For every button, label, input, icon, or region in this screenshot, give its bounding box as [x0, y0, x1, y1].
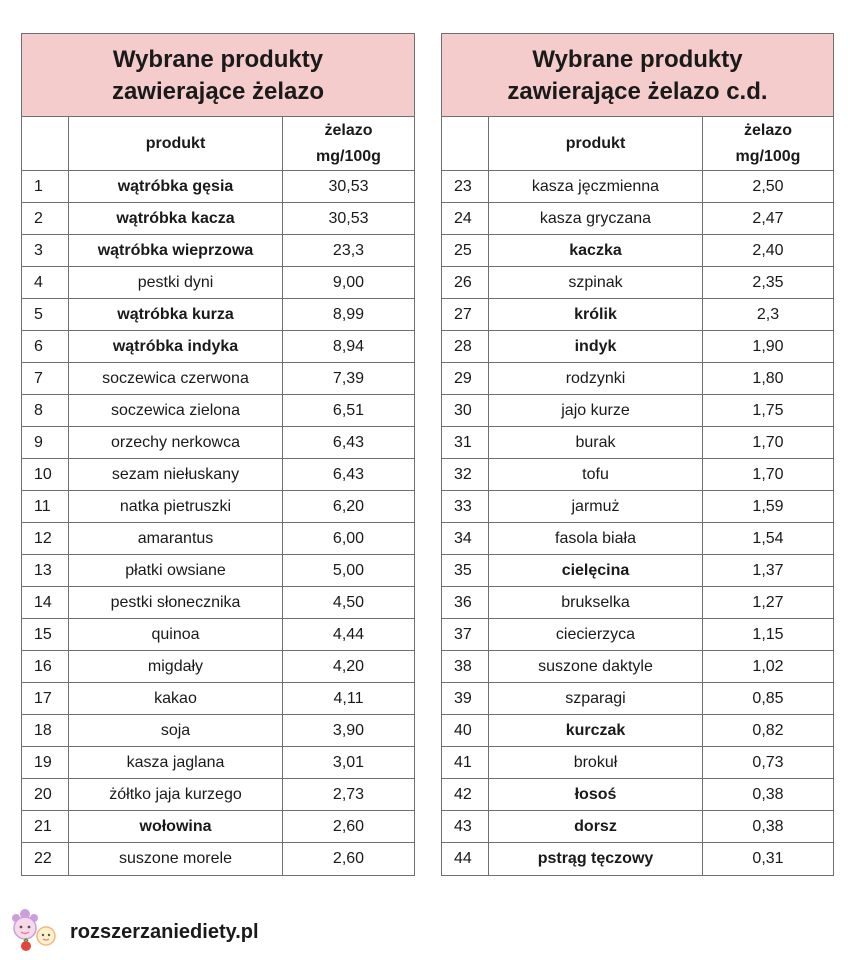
table-row: [22, 683, 414, 715]
table-row: [22, 523, 414, 555]
iron-value: 4,11: [333, 689, 364, 707]
product-name: sezam niełuskany: [69, 459, 283, 490]
product-name: królik: [489, 299, 703, 330]
product-name: wątróbka kacza: [69, 203, 283, 234]
product-name: kasza jaglana: [69, 747, 283, 778]
iron-value: 1,15: [752, 625, 784, 643]
product-name: indyk: [489, 331, 703, 362]
product-name: jarmuż: [489, 491, 703, 522]
row-number: 27: [442, 299, 489, 330]
iron-value: 6,43: [332, 465, 365, 483]
number-column-header: [442, 117, 489, 170]
iron-value: 23,3: [332, 241, 365, 259]
iron-value: 2,47: [752, 209, 784, 227]
iron-value: 1,59: [752, 497, 784, 515]
product-name: kakao: [69, 683, 283, 714]
table-row: [22, 491, 414, 523]
iron-value: 30,53: [328, 177, 369, 195]
product-name: pstrąg tęczowy: [489, 843, 703, 875]
table-row: [442, 715, 833, 747]
product-name: quinoa: [69, 619, 283, 650]
product-name: brokuł: [489, 747, 703, 778]
iron-value: 6,51: [332, 401, 365, 419]
iron-value: 4,50: [332, 593, 365, 611]
iron-value: 2,73: [332, 785, 365, 803]
product-name: natka pietruszki: [69, 491, 283, 522]
table-row: [442, 779, 833, 811]
iron-value: 2,50: [752, 177, 784, 195]
row-number: 28: [442, 331, 489, 362]
row-number: 36: [442, 587, 489, 618]
kids-faces-logo-icon: [8, 906, 64, 952]
product-column-header: produkt: [489, 117, 703, 170]
row-number: 21: [22, 811, 69, 842]
table-row: [442, 203, 833, 235]
table-row: [442, 651, 833, 683]
iron-value: 3,90: [332, 721, 365, 739]
row-number: 7: [22, 363, 69, 394]
table-row: [442, 427, 833, 459]
iron-value: 1,80: [752, 369, 784, 387]
row-number: 40: [442, 715, 489, 746]
number-column-header: [22, 117, 69, 170]
product-name: wątróbka kurza: [69, 299, 283, 330]
iron-value: 7,39: [332, 369, 365, 387]
product-name: tofu: [489, 459, 703, 490]
row-number: 35: [442, 555, 489, 586]
product-name: rodzynki: [489, 363, 703, 394]
table-row: [22, 171, 414, 203]
product-name: fasola biała: [489, 523, 703, 554]
product-name: wątróbka indyka: [69, 331, 283, 362]
product-name: pestki dyni: [69, 267, 283, 298]
row-number: 1: [22, 171, 69, 202]
row-number: 37: [442, 619, 489, 650]
right-table-title: Wybrane produkty zawierające żelazo c.d.: [442, 34, 833, 117]
row-number: 11: [22, 491, 69, 522]
iron-value: 1,02: [752, 657, 784, 675]
product-name: żółtko jaja kurzego: [69, 779, 283, 810]
row-number: 22: [22, 843, 69, 875]
product-name: ciecierzyca: [489, 619, 703, 650]
table-row: [442, 171, 833, 203]
left-table-title: Wybrane produkty zawierające żelazo: [22, 34, 414, 117]
row-number: 23: [442, 171, 489, 202]
iron-value: 8,99: [332, 305, 365, 323]
product-name: suszone daktyle: [489, 651, 703, 682]
iron-value: 0,38: [752, 785, 784, 803]
table-row: [22, 299, 414, 331]
table-row: [22, 619, 414, 651]
row-number: 38: [442, 651, 489, 682]
row-number: 33: [442, 491, 489, 522]
iron-value: 1,70: [752, 465, 784, 483]
product-name: soczewica czerwona: [69, 363, 283, 394]
iron-value: 5,00: [332, 561, 365, 579]
table-row: [22, 811, 414, 843]
iron-value: 4,20: [332, 657, 365, 675]
table-row: [22, 779, 414, 811]
row-number: 32: [442, 459, 489, 490]
table-row: [442, 491, 833, 523]
row-number: 16: [22, 651, 69, 682]
row-number: 20: [22, 779, 69, 810]
product-name: orzechy nerkowca: [69, 427, 283, 458]
iron-value: 2,35: [752, 273, 784, 291]
product-name: wołowina: [69, 811, 283, 842]
table-row: [442, 395, 833, 427]
iron-value: 1,90: [752, 337, 784, 355]
table-row: [22, 427, 414, 459]
row-number: 5: [22, 299, 69, 330]
iron-value: 0,31: [752, 850, 784, 867]
product-name: płatki owsiane: [69, 555, 283, 586]
row-number: 43: [442, 811, 489, 842]
table-row: [442, 235, 833, 267]
row-number: 39: [442, 683, 489, 714]
row-number: 29: [442, 363, 489, 394]
table-row: [442, 683, 833, 715]
product-name: brukselka: [489, 587, 703, 618]
iron-value: 1,75: [752, 401, 784, 419]
product-name: kasza jęczmienna: [489, 171, 703, 202]
right-table-rows: [442, 171, 833, 875]
table-row: [22, 555, 414, 587]
row-number: 30: [442, 395, 489, 426]
row-number: 17: [22, 683, 69, 714]
row-number: 41: [442, 747, 489, 778]
iron-value: 2,60: [332, 850, 365, 867]
row-number: 9: [22, 427, 69, 458]
table-row: [22, 203, 414, 235]
iron-value: 30,53: [328, 209, 369, 227]
iron-value: 1,37: [752, 561, 784, 579]
row-number: 2: [22, 203, 69, 234]
row-number: 13: [22, 555, 69, 586]
row-number: 25: [442, 235, 489, 266]
table-row: [442, 459, 833, 491]
row-number: 19: [22, 747, 69, 778]
row-number: 8: [22, 395, 69, 426]
product-name: kasza gryczana: [489, 203, 703, 234]
iron-value: 9,00: [332, 273, 365, 291]
table-row: [22, 235, 414, 267]
table-row: [22, 715, 414, 747]
row-number: 18: [22, 715, 69, 746]
product-name: dorsz: [489, 811, 703, 842]
footer: [8, 906, 259, 952]
iron-value: 0,73: [752, 753, 784, 771]
product-name: burak: [489, 427, 703, 458]
table-row: [22, 363, 414, 395]
iron-value: 0,85: [752, 689, 784, 707]
table-row: [22, 395, 414, 427]
left-iron-table: [21, 33, 415, 876]
product-name: suszone morele: [69, 843, 283, 875]
row-number: 3: [22, 235, 69, 266]
product-name: cielęcina: [489, 555, 703, 586]
site-name: rozszerzaniediety.pl: [70, 920, 259, 943]
product-name: wątróbka wieprzowa: [69, 235, 283, 266]
iron-value: 2,60: [332, 817, 365, 835]
iron-value: 1,54: [752, 529, 784, 547]
product-name: szpinak: [489, 267, 703, 298]
right-iron-table: [441, 33, 834, 876]
table-row: [22, 267, 414, 299]
table-row: [442, 523, 833, 555]
table-row: [442, 331, 833, 363]
row-number: 14: [22, 587, 69, 618]
product-name: jajo kurze: [489, 395, 703, 426]
row-number: 4: [22, 267, 69, 298]
iron-value: 6,00: [332, 529, 365, 547]
iron-value: 4,44: [332, 625, 365, 643]
row-number: 34: [442, 523, 489, 554]
left-table-header-row: [22, 117, 414, 171]
product-name: soczewica zielona: [69, 395, 283, 426]
product-column-header: produkt: [69, 117, 283, 170]
table-row: [442, 811, 833, 843]
iron-value: 2,40: [752, 241, 784, 259]
table-row: [442, 267, 833, 299]
iron-value: 6,43: [332, 433, 365, 451]
iron-value: 3,01: [332, 753, 365, 771]
table-row: [22, 843, 414, 875]
row-number: 44: [442, 843, 489, 875]
product-name: pestki słonecznika: [69, 587, 283, 618]
iron-value: 0,38: [752, 817, 784, 835]
product-name: łosoś: [489, 779, 703, 810]
iron-column-header: żelazo mg/100g: [316, 121, 381, 165]
row-number: 10: [22, 459, 69, 490]
table-row: [442, 587, 833, 619]
iron-value: 8,94: [332, 337, 365, 355]
row-number: 15: [22, 619, 69, 650]
table-row: [442, 843, 833, 875]
table-row: [22, 587, 414, 619]
product-name: kurczak: [489, 715, 703, 746]
row-number: 42: [442, 779, 489, 810]
left-table-rows: [22, 171, 414, 875]
table-row: [22, 331, 414, 363]
row-number: 26: [442, 267, 489, 298]
product-name: amarantus: [69, 523, 283, 554]
product-name: szparagi: [489, 683, 703, 714]
iron-value: 6,20: [332, 497, 365, 515]
iron-column-header: żelazo mg/100g: [735, 121, 801, 165]
iron-value: 1,27: [752, 593, 784, 611]
product-name: wątróbka gęsia: [69, 171, 283, 202]
table-row: [442, 747, 833, 779]
table-row: [442, 555, 833, 587]
row-number: 12: [22, 523, 69, 554]
table-row: [442, 619, 833, 651]
table-row: [442, 363, 833, 395]
product-name: soja: [69, 715, 283, 746]
right-table-header-row: [442, 117, 833, 171]
iron-value: 0,82: [752, 721, 784, 739]
table-row: [22, 651, 414, 683]
row-number: 24: [442, 203, 489, 234]
iron-value: 2,3: [756, 305, 780, 323]
product-name: kaczka: [489, 235, 703, 266]
table-row: [22, 747, 414, 779]
row-number: 31: [442, 427, 489, 458]
row-number: 6: [22, 331, 69, 362]
table-row: [442, 299, 833, 331]
table-row: [22, 459, 414, 491]
product-name: migdały: [69, 651, 283, 682]
iron-value: 1,70: [752, 433, 784, 451]
